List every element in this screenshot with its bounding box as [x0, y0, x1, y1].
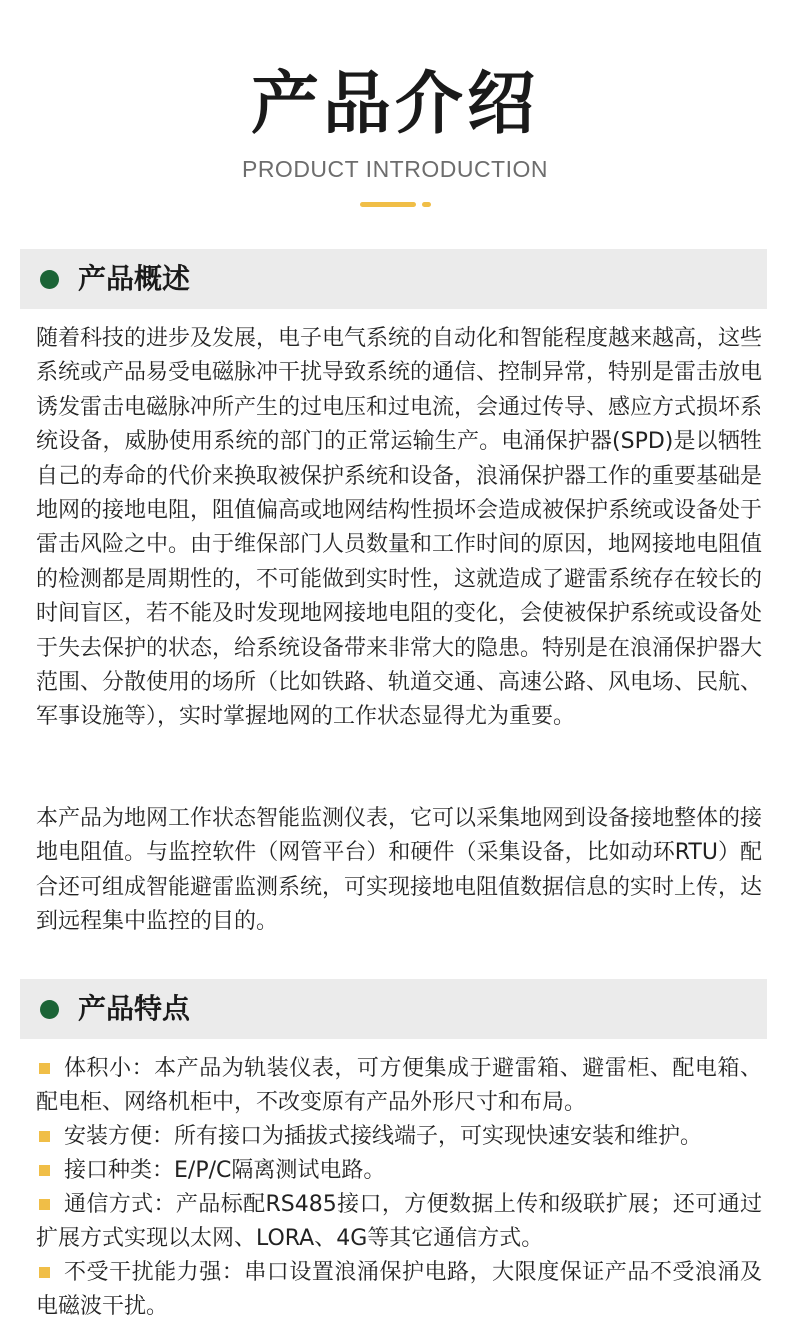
feature-item — [36, 1052, 762, 1120]
page-title: 产品介绍 — [250, 65, 539, 144]
feature-item — [36, 1154, 762, 1188]
feature-text: 通信方式：产品标配RS485接口，方便数据上传和级联扩展；还可通过扩展方式实现以太网、LORA、4G等其它通信方式。 — [36, 1192, 762, 1251]
feature-item — [36, 1256, 762, 1324]
feature-text: 体积小：本产品为轨装仪表，可方便集成于避雷箱、避雷柜、配电箱、配电柜、网络机柜中，不改变原有产品外形尺寸和布局。 — [36, 1056, 762, 1115]
yellow-square-bullet-icon — [39, 1199, 50, 1210]
overview-section-header — [20, 249, 767, 309]
feature-item — [36, 1120, 762, 1154]
yellow-square-bullet-icon — [39, 1131, 50, 1142]
green-dot-icon — [40, 1000, 59, 1019]
page-subtitle: PRODUCT INTRODUCTION — [241, 156, 548, 182]
overview-paragraph-1: 随着科技的进步及发展，电子电气系统的自动化和智能程度越来越高，这些系统或产品易受电磁脉冲干扰导致系统的通信、控制异常，特别是雷击放电诱发雷击电磁脉冲所产生的过电压和过电流，会通过传导、感应方式损坏系统设备，威胁使用系统的部门的正常运输生产。电涌保护器(SPD)是以牺牲自己的寿命的代价来换取被保护系统和设备，浪涌保护器工作的重要基础是地网的接地电阻，阻值偏高或地网结构性损坏会造成被保护系统或设备处于雷击风险之中。由于维保部门人员数量和工作时间的原因，地网接地电阻值的检测都是周期性的，不可能做到实时性，这就造成了避雷系统存在较长的时间盲区，若不能及时发现地网接地电阻的变化，会使被保护系统或设备处于失去保护的状态，给系统设备带来非常大的隐患。特别是在浪涌保护器大范围、分散使用的场所（比如铁路、轨道交通、高速公路、风电场、民航、军事设施等），实时掌握地网的工作状态显得尤为重要。 — [36, 326, 763, 730]
yellow-square-bullet-icon — [39, 1267, 50, 1278]
feature-item — [36, 1188, 762, 1256]
overview-heading: 产品概述 — [78, 262, 191, 295]
yellow-square-bullet-icon — [39, 1165, 50, 1176]
overview-paragraph-2: 本产品为地网工作状态智能监测仪表，它可以采集地网到设备接地整体的接地电阻值。与监控软件（网管平台）和硬件（采集设备，比如动环RTU）配合还可组成智能避雷监测系统，可实现接地电阻值数据信息的实时上传，达到远程集中监控的目的。 — [36, 806, 763, 935]
yellow-square-bullet-icon — [39, 1063, 50, 1074]
feature-text: 安装方便：所有接口为插拔式接线端子，可实现快速安装和维护。 — [64, 1124, 703, 1149]
features-list — [36, 1052, 762, 1324]
features-heading: 产品特点 — [78, 992, 191, 1025]
green-dot-icon — [40, 270, 59, 289]
feature-text: 接口种类：E/P/C隔离测试电路。 — [64, 1158, 386, 1183]
feature-text: 不受干扰能力强：串口设置浪涌保护电路，大限度保证产品不受浪涌及电磁波干扰。 — [36, 1260, 762, 1319]
title-underline-decoration — [360, 202, 416, 207]
features-section-header — [20, 979, 767, 1039]
title-underline-dot — [422, 202, 431, 207]
